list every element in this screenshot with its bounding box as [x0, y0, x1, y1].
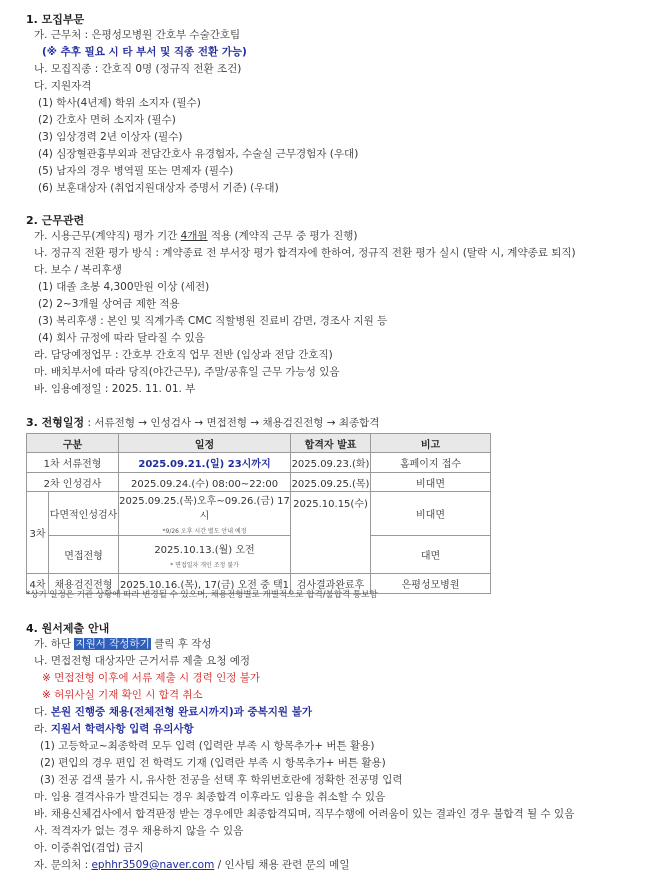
note-cell: 비대면	[371, 492, 491, 536]
trial-period-line: 가. 시용근무(계약직) 평가 기간 4개월 적용 (계약직 근무 중 평가 진행)	[34, 230, 358, 242]
note-cell: 은평성모병원	[371, 574, 491, 594]
health-check-line: 바. 채용신체검사에서 합격판정 받는 경우에만 최종합격되며, 직무수행에 어려움이 있는 결과인 경우 불합격 될 수 있음	[34, 808, 575, 820]
qualification-item: (3) 임상경력 2년 이상자 (필수)	[38, 131, 183, 143]
announce-cell: 검사결과완료후	[291, 574, 371, 594]
dual-employment-line: 아. 이중취업(겸업) 금지	[34, 842, 144, 854]
section-title-application: 4. 원서제출 안내	[26, 622, 110, 635]
email-link[interactable]: ephhr3509@naver.com	[91, 859, 215, 871]
qualification-item: (2) 간호사 면허 소지자 (필수)	[38, 114, 176, 126]
no-candidate-line: 사. 적격자가 없는 경우 채용하지 않을 수 있음	[34, 825, 244, 837]
header-cell: 비고	[371, 434, 491, 453]
section-title-recruitment: 1. 모집부문	[26, 13, 85, 26]
shift-line: 마. 배치부서에 따라 당직(야간근무), 주말/공휴일 근무 가능성 있음	[34, 366, 340, 378]
regular-conversion-line: 나. 정규직 전환 평가 방식 : 계약종료 전 부서장 평가 합격자에 한하여, 정규직 전환 평가 실시 (탈락 시, 계약종료 퇴직)	[34, 247, 576, 259]
warning-line: ※ 허위사실 기재 확인 시 합격 취소	[42, 689, 203, 701]
pay-item: (4) 회사 규정에 따라 달라질 수 있음	[38, 332, 205, 344]
education-title: 라. 지원서 학력사항 입력 유의사항	[34, 723, 194, 735]
stage-cell: 2차 인성검사	[27, 473, 119, 492]
header-cell: 일정	[119, 434, 291, 453]
qualification-item: (4) 심장혈관흉부외과 전담간호사 유경험자, 수술실 근무경험자 (우대)	[38, 148, 359, 160]
warning-line: ※ 면접전형 이후에 서류 제출 시 경력 인정 불가	[42, 672, 261, 684]
section-title-schedule: 3. 전형일정	[26, 416, 85, 429]
pay-title: 다. 보수 / 복리후생	[34, 264, 122, 276]
stage-cell: 면접전형	[49, 536, 119, 574]
contact-line: 자. 문의처 : ephhr3509@naver.com / 인사팀 채용 관련 문의 메일	[34, 859, 350, 871]
pay-item: (1) 대졸 초봉 4,300만원 이상 (세전)	[38, 281, 210, 293]
table-row	[27, 473, 491, 492]
round-cell: 4차	[27, 574, 49, 594]
stage-cell: 다면적인성검사	[49, 492, 119, 536]
apply-link[interactable]: 지원서 작성하기	[75, 638, 150, 650]
table-row	[27, 536, 491, 574]
cancel-line: 마. 임용 결격사유가 발견되는 경우 최종합격 이후라도 임용을 취소할 수 있음	[34, 791, 386, 803]
announce-cell: 2025.10.15(수)	[291, 492, 371, 574]
announce-cell: 2025.09.25.(목)	[291, 473, 371, 492]
position-line: 나. 모집직종 : 간호직 0명 (정규직 전환 조건)	[34, 63, 242, 75]
date-subnote: * 면접일자 개인 조정 불가	[170, 561, 239, 569]
note-cell: 대면	[371, 536, 491, 574]
note-cell: 비대면	[371, 473, 491, 492]
header-cell: 구분	[27, 434, 119, 453]
qualification-item: (1) 학사(4년제) 학위 소지자 (필수)	[38, 97, 201, 109]
process-flow: : 서류전형 → 인성검사 → 면접전형 → 채용검진전형 → 최종합격	[84, 417, 380, 429]
round-cell: 3차	[27, 492, 49, 574]
start-date-line: 바. 임용예정일 : 2025. 11. 01. 부	[34, 383, 196, 395]
education-item: (3) 전공 검색 불가 시, 유사한 전공을 선택 후 학위번호란에 정확한 전공명 입력	[40, 774, 403, 786]
education-item: (1) 고등학교~최종학력 모두 입력 (입력란 부족 시 항목추가+ 버튼 활용)	[40, 740, 375, 752]
pay-item: (3) 복리후생 : 본인 및 직계가족 CMC 직할병원 진료비 감면, 경조사 지원 등	[38, 315, 388, 327]
qualification-title: 다. 지원자격	[34, 80, 92, 92]
pay-item: (2) 2~3개월 상여금 제한 적용	[38, 298, 180, 310]
date-cell: 2025.10.13.(월) 오전 * 면접일자 개인 조정 불가	[119, 536, 291, 574]
duplicate-line: 다. 본원 진행중 채용(전체전형 완료시까지)과 중복지원 불가	[34, 706, 312, 718]
documents-line: 나. 면접전형 대상자만 근거서류 제출 요청 예정	[34, 655, 251, 667]
section-title-work: 2. 근무관련	[26, 214, 85, 227]
apply-instruction: 가. 하단 지원서 작성하기 클릭 후 작성	[34, 638, 212, 650]
date-cell: 2025.10.16.(목), 17(금) 오전 중 택1	[119, 574, 291, 594]
education-item: (2) 편입의 경우 편입 전 학력도 기재 (입력란 부족 시 항목추가+ 버튼 활용)	[40, 757, 386, 769]
date-cell: 2025.09.24.(수) 08:00~22:00	[119, 473, 291, 492]
stage-cell: 1차 서류전형	[27, 453, 119, 473]
schedule-heading	[26, 416, 379, 430]
table-row	[27, 492, 491, 536]
trial-months: 4개월	[180, 230, 208, 242]
transfer-note: (※ 추후 필요 시 타 부서 및 직종 전환 가능)	[42, 46, 247, 58]
announce-cell: 2025.09.23.(화)	[291, 453, 371, 473]
schedule-table	[26, 433, 491, 594]
table-header-row	[27, 434, 491, 453]
qualification-item: (5) 남자의 경우 병역필 또는 면제자 (필수)	[38, 165, 234, 177]
date-cell: 2025.09.25.(목)오후~09.26.(금) 17시 *9/26 오후 시간 별도 안내 예정	[119, 492, 291, 536]
stage-cell: 채용검진전형	[49, 574, 119, 594]
duty-line: 라. 담당예정업무 : 간호부 간호직 업무 전반 (임상과 전담 간호직)	[34, 349, 333, 361]
date-subnote: *9/26 오후 시간 별도 안내 예정	[162, 528, 247, 535]
qualification-item: (6) 보훈대상자 (취업지원대상자 증명서 기준) (우대)	[38, 182, 279, 194]
table-row	[27, 453, 491, 473]
schedule-footnote: *상기 일정은 기관 상황에 따라 변경될 수 있으며, 채용전형별로 개별적으로 합격/불합격 통보함	[26, 590, 378, 600]
note-cell: 홈페이지 접수	[371, 453, 491, 473]
workplace-line: 가. 근무처 : 은평성모병원 간호부 수술간호팀	[34, 29, 241, 41]
date-cell: 2025.09.21.(일) 23시까지	[119, 453, 291, 473]
header-cell: 합격자 발표	[291, 434, 371, 453]
